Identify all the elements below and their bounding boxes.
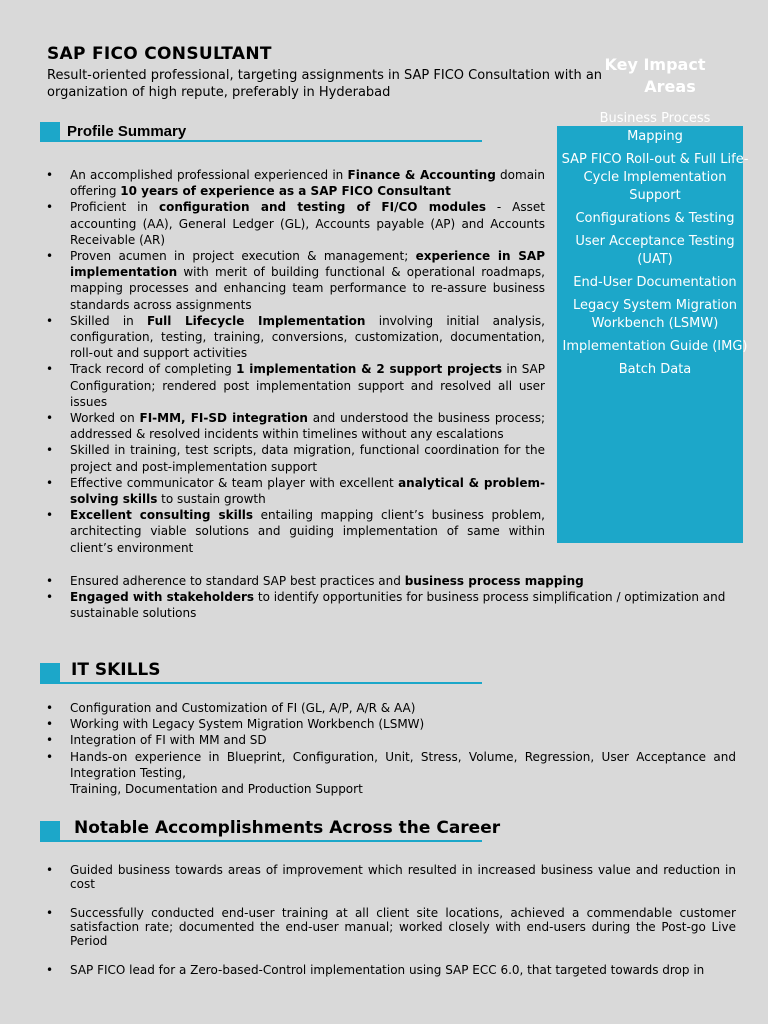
emphasis-text: 10 years of experience as a SAP FICO Consultant <box>120 184 451 199</box>
list-item: • Integration of FI with MM and SD <box>70 732 736 748</box>
list-item <box>70 475 545 507</box>
profile-summary-list-wide <box>70 573 736 622</box>
emphasis-text: configuration and testing of FI/CO modules <box>159 200 487 215</box>
list-item <box>70 589 736 621</box>
list-item: • SAP FICO lead for a Zero-based-Control implementation using SAP ECC 6.0, that targeted towards drop in <box>70 963 736 977</box>
sidebar-item: SAP FICO Roll-out & Full Life-Cycle Implementation Support <box>561 152 749 203</box>
text-run: Proven acumen in project execution & management; <box>70 249 416 264</box>
text-run: involving initial analysis, configuration, testing, training, conversions, customization, documentation, roll-out and support activities <box>70 313 545 361</box>
text-run: entailing mapping client’s business problem, architecting viable solutions and guiding implementation of same within client’s environment <box>70 508 545 555</box>
section-title: Profile Summary <box>67 123 187 140</box>
heading-line-1: Key Impact <box>604 55 706 74</box>
text-run: Skilled in training, test scripts, data migration, functional coordination for the project and post-implementation support <box>70 443 545 474</box>
list-item: • Guided business towards areas of improvement which resulted in increased business value and reduction in cost <box>70 863 736 891</box>
text-run: An accomplished professional experienced in <box>70 168 348 182</box>
section-marker <box>40 122 60 142</box>
heading-line-2: Areas <box>644 77 696 96</box>
sidebar-item: Configurations & Testing <box>575 211 735 226</box>
sidebar-item: Mapping <box>627 129 683 144</box>
emphasis-text: Excellent consulting skills <box>70 508 254 523</box>
text-run: - Asset accounting (AA), General Ledger (GL), Accounts payable (AP) and Accounts Receivable (AR) <box>70 200 545 247</box>
section-title: IT SKILLS <box>71 660 161 680</box>
section-title: Notable Accomplishments Across the Career <box>74 818 501 838</box>
text-run: with merit of building functional & operational roadmaps, mapping processes and enhancing team performance to re-assure business standards across assignments <box>70 265 545 312</box>
page-title: SAP FICO CONSULTANT <box>47 44 272 64</box>
emphasis-text: business process mapping <box>404 574 584 588</box>
sidebar-item: User Acceptance Testing (UAT) <box>575 234 735 267</box>
it-skills-continuation: Training, Documentation and Production Support <box>70 782 363 796</box>
sidebar-item: Batch Data <box>618 362 692 377</box>
text-run: Proficient in <box>70 200 159 215</box>
list-item <box>70 573 736 589</box>
emphasis-text: Full Lifecycle Implementation <box>147 313 366 328</box>
list-item: • Hands-on experience in Blueprint, Configuration, Unit, Stress, Volume, Regression, User Acceptance and Integration Testing, <box>70 749 736 781</box>
section-marker <box>40 663 60 683</box>
section-rule <box>40 840 482 842</box>
it-skills-list <box>70 700 736 781</box>
sidebar-item: Legacy System Migration Workbench (LSMW) <box>572 298 738 331</box>
emphasis-text: Engaged with stakeholders <box>70 590 255 605</box>
emphasis-text: 1 implementation & 2 support projects <box>236 362 502 377</box>
list-item <box>70 167 545 199</box>
list-item <box>70 248 545 313</box>
objective-text: Result-oriented professional, targeting assignments in SAP FICO Consultation with an organization of high repute, preferably in Hyderabad <box>47 68 603 100</box>
section-rule <box>40 682 482 684</box>
list-item <box>70 199 545 248</box>
emphasis-text: analytical & problem-solving skills <box>70 475 545 507</box>
sidebar-item: End-User Documentation <box>573 275 737 290</box>
text-run: Track record of completing <box>70 362 237 377</box>
list-item: • Working with Legacy System Migration Workbench (LSMW) <box>70 716 736 732</box>
accomplishments-list <box>70 863 736 977</box>
key-impact-areas-list <box>560 128 750 384</box>
list-item <box>70 361 545 410</box>
text-run: in SAP Configuration; rendered post implementation support and resolved all user issues <box>70 362 546 409</box>
text-run: to identify opportunities for business process simplification / optimization and sustainable solutions <box>70 590 726 621</box>
list-item <box>70 410 545 442</box>
sidebar-item: Implementation Guide (IMG) <box>562 339 748 354</box>
profile-summary-list <box>70 167 545 556</box>
list-item: • Successfully conducted end-user training at all client site locations, achieved a commendable customer satisfaction rate; documented the end-user manual; worked closely with end-users during the Post-go Live Period <box>70 906 736 948</box>
text-run: domain offering <box>70 168 545 199</box>
list-item <box>70 313 545 362</box>
list-item: • Configuration and Customization of FI (GL, A/P, A/R & AA) <box>70 700 736 716</box>
text-run: Effective communicator & team player with excellent <box>70 475 399 490</box>
key-impact-areas-heading <box>575 54 735 98</box>
text-run: Ensured adherence to standard SAP best practices and <box>70 574 405 588</box>
text-run: Skilled in <box>70 313 147 328</box>
sidebar-item-business-process: Business Process <box>599 111 711 126</box>
emphasis-text: Finance & Accounting <box>347 168 496 182</box>
text-run: Worked on <box>70 411 140 426</box>
text-run: and understood the business process; addressed & resolved incidents within timelines without any escalations <box>70 411 546 442</box>
emphasis-text: experience in SAP implementation <box>70 249 545 280</box>
text-run: to sustain growth <box>157 492 266 507</box>
list-item <box>70 442 545 474</box>
section-rule <box>40 140 482 142</box>
section-marker <box>40 821 60 841</box>
emphasis-text: FI-MM, FI-SD integration <box>139 411 308 426</box>
list-item <box>70 507 545 556</box>
